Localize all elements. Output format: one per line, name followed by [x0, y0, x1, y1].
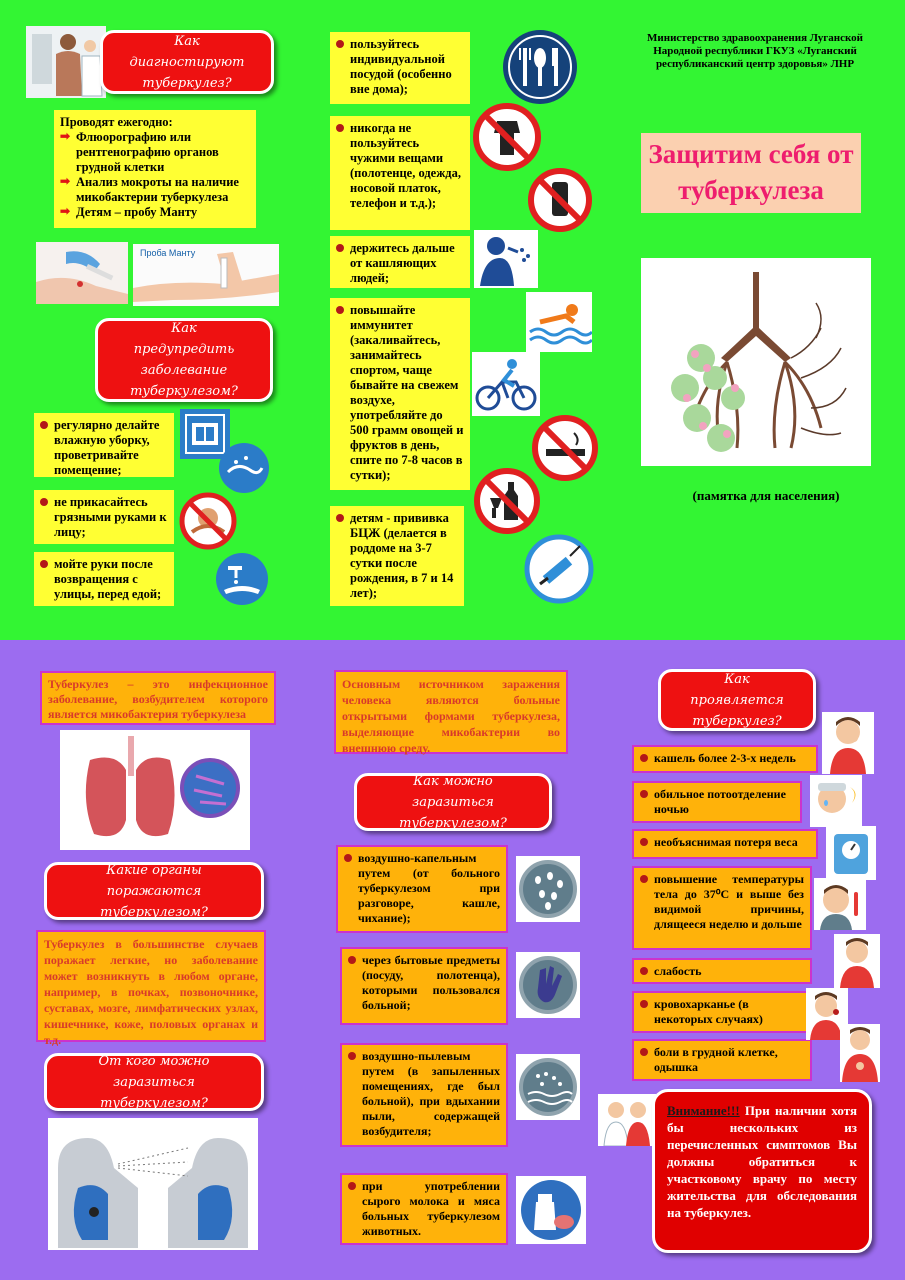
- how-title: Как можно заразиться туберкулезом?: [354, 773, 552, 831]
- cough-icon: [474, 230, 538, 288]
- no-clothes-icon: [472, 103, 542, 171]
- cycling-icon: [472, 352, 540, 416]
- chest-pain-icon: [840, 1024, 880, 1082]
- night-sweat-icon: [810, 775, 862, 827]
- diagnose-intro: Проводят ежегодно:: [60, 115, 173, 129]
- symptoms-title: Как проявляется туберкулез?: [658, 669, 816, 731]
- cleaning-icon: [218, 442, 270, 494]
- how-item-2: через бытовые предметы (посуду, полотенца), которыми пользовался больной;: [340, 947, 508, 1025]
- weight-scale-icon: [826, 826, 876, 880]
- symptom-4: повышение температуры тела до 37⁰С и выше без видимой причины, длящееся неделю и дольше: [632, 866, 812, 950]
- cover-title: Защитим себя от туберкулеза: [641, 133, 861, 213]
- symptom-3: необъяснимая потеря веса: [632, 829, 818, 859]
- from-whom-title: От кого можно заразиться туберкулезом?: [44, 1053, 264, 1111]
- diagnose-item-3: ➡ Детям – пробу Манту: [60, 205, 250, 220]
- cover-subtitle: (памятка для населения): [692, 488, 840, 503]
- diagnose-item-2: ➡ Анализ мокроты на наличие микобактерии туберкулеза: [60, 175, 250, 205]
- source-text: Основным источником заражения человека являются больные открытыми формами туберкулеза, выделяющие микобактерии во внешнюю среду.: [334, 670, 568, 754]
- household-items-icon: [516, 952, 580, 1018]
- diagnose-box: [54, 110, 256, 228]
- infection-lungs-image: [48, 1118, 258, 1250]
- how-item-4: при употреблении сырого молока и мяса больных туберкулезом животных.: [340, 1173, 508, 1245]
- symptom-2: обильное потоотделение ночью: [632, 781, 802, 823]
- prevent-left-item-3: мойте руки после возвращения с улицы, перед едой;: [34, 552, 174, 606]
- prevent-left-item-2: не прикасайтесь грязными руками к лицу;: [34, 490, 174, 544]
- diagnose-title: Как диагностируют туберкулез?: [100, 30, 274, 94]
- vaccination-image: [36, 242, 128, 304]
- swimming-icon: [526, 292, 592, 352]
- ministry-text: Министерство здравоохранения Луганской Народной республики ГКУЗ «Луганский республиканский центр здоровья» ЛНР: [647, 32, 863, 70]
- prevent-mid-item-4: повышайте иммунитет (закаливайтесь, занимайтесь спортом, чаще бывайте на свежем воздухе, употребляйте до 500 грамм овощей и фруктов в день, спите по 7-8 часов в сутки);: [330, 298, 470, 490]
- no-alcohol-icon: [472, 468, 542, 534]
- prevent-mid-item-5: детям - прививка БЦЖ (делается в роддоме на 3-7 сутки после рождения, в 7 и 14 лет);: [330, 506, 464, 606]
- organs-title: Какие органы поражаются туберкулезом?: [44, 862, 264, 920]
- how-item-3: воздушно-пылевым путем (в запыленных помещениях, где был больной), при вдыхании пыли, содержащей возбудителя;: [340, 1043, 508, 1147]
- dishes-icon: [500, 28, 580, 106]
- dust-icon: [516, 1054, 580, 1120]
- definition-box: Туберкулез – это инфекционное заболевание, возбудителем которого является микобактерия туберкулеза: [40, 671, 276, 725]
- symptom-7: боли в грудной клетке, одышка: [632, 1039, 812, 1081]
- symptom-6: кровохарканье (в некоторых случаях): [632, 991, 808, 1033]
- no-phone-icon: [526, 168, 594, 232]
- doctors-icon: [598, 1094, 656, 1146]
- droplets-icon: [516, 856, 580, 922]
- attention-text: При наличии хотя бы нескольких из перечисленных симптомов Вы должны обратиться к участковому врачу по месту жительства для обследования на туберкулез.: [667, 1103, 857, 1220]
- symptom-5: слабость: [632, 958, 812, 984]
- prevent-mid-item-1: пользуйтесь индивидуальной посудой (особенно вне дома);: [330, 32, 470, 104]
- mantoux-label: Проба Манту: [140, 248, 196, 258]
- coughing-person-icon: [822, 712, 874, 774]
- prevent-mid-item-3: держитесь дальше от кашляющих людей;: [330, 236, 470, 288]
- wash-hands-icon: [214, 552, 270, 606]
- organs-text: Туберкулез в большинстве случаев поражает легкие, но заболевание может возникнуть в любом органе, например, в почках, позвоночнике, суставах, мозге, лимфатических узлах, кишечнике, коже, половых органах и т.д.: [36, 930, 266, 1042]
- weak-person-icon: [834, 934, 880, 988]
- attention-box: [652, 1089, 872, 1253]
- fever-person-icon: [814, 878, 866, 930]
- diagnose-item-1: ➡ Флюорографию или рентгенографию органов грудной клетки: [60, 130, 250, 175]
- lungs-bacteria-image: [60, 730, 250, 850]
- prevent-left-item-1: регулярно делайте влажную уборку, проветривайте помещение;: [34, 413, 174, 477]
- no-touch-face-icon: [178, 492, 238, 550]
- how-item-1: воздушно-капельным путем (от больного туберкулезом при разговоре, кашле, чихание);: [336, 845, 508, 933]
- lungs-tree-image: [641, 258, 871, 466]
- symptom-1: кашель более 2-3-х недель: [632, 745, 818, 773]
- doctor-exam-image: [26, 26, 106, 98]
- vaccine-icon: [524, 534, 594, 604]
- prevent-mid-item-2: никогда не пользуйтесь чужими вещами (полотенце, одежда, носовой платок, телефон и т.д.);: [330, 116, 470, 230]
- milk-meat-icon: [516, 1176, 586, 1244]
- prevent-title: Как предупредить заболевание туберкулезом?: [95, 318, 273, 402]
- attention-label: Внимание!!!: [667, 1103, 740, 1118]
